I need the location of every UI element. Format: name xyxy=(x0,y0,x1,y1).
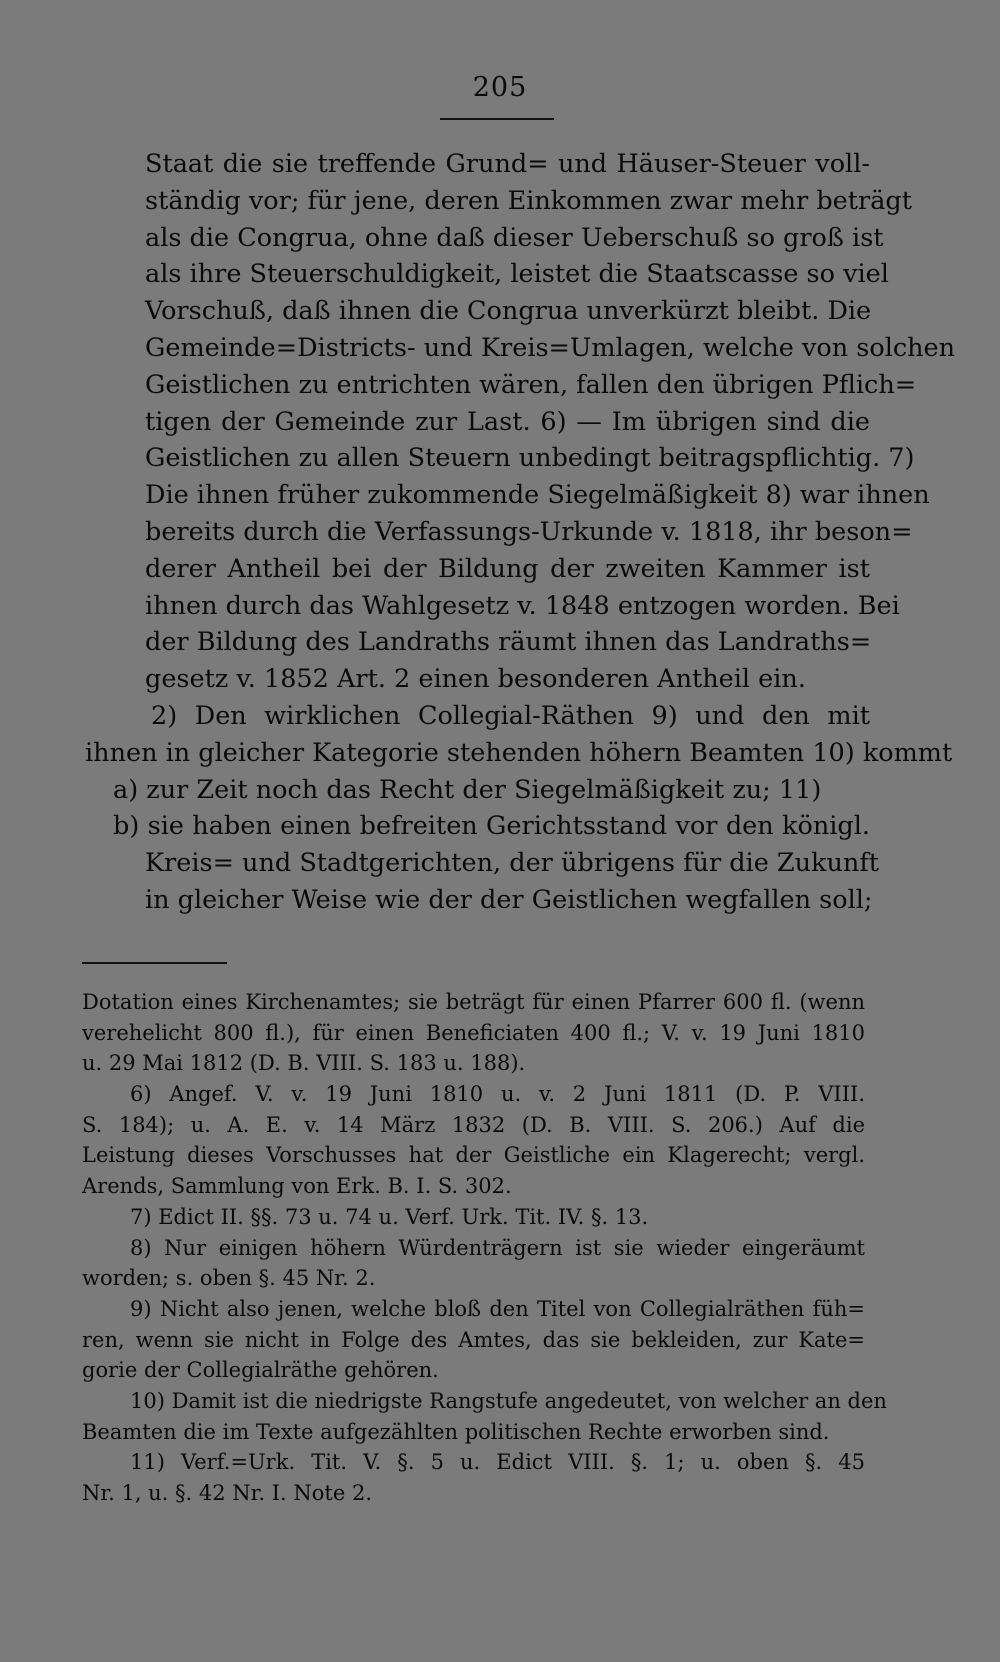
footnote-line: S. 184); u. A. E. v. 14 März 1832 (D. B. VIII. S. 206.) Auf die xyxy=(82,1112,865,1137)
text-line: Gemeinde=Districts- und Kreis=Umlagen, welche von solchen xyxy=(145,332,956,363)
footnote-line: Nr. 1, u. §. 42 Nr. I. Note 2. xyxy=(82,1481,372,1505)
footnote-line: Leistung dieses Vorschusses hat der Geistliche ein Klagerecht; vergl. xyxy=(82,1143,865,1168)
text-line: ihnen in gleicher Kategorie stehenden höhern Beamten 10) kommt xyxy=(85,737,953,768)
text-line: tigen der Gemeinde zur Last. 6) — Im übrigen sind die xyxy=(145,406,870,437)
footnotes xyxy=(82,987,887,1509)
footnote-10: 10) Damit ist die niedrigste Rangstufe angedeutet, von welcher an den xyxy=(130,1388,887,1413)
page-number: 205 xyxy=(472,72,528,103)
footnote-line: Dotation eines Kirchenamtes; sie beträgt für einen Pfarrer 600 fl. (wenn xyxy=(82,990,865,1014)
header-rule xyxy=(440,118,554,120)
list-item-b: b) sie haben einen befreiten Gerichtsstand vor den königl. xyxy=(113,811,870,842)
footnote-9: 9) Nicht also jenen, welche bloß den Titel von Collegialräthen füh= xyxy=(130,1296,865,1321)
footnote-line: ren, wenn sie nicht in Folge des Amtes, das sie bekleiden, zur Kate= xyxy=(82,1327,865,1352)
text-line: bereits durch die Verfassungs-Urkunde v. 1818, ihr beson= xyxy=(145,516,913,547)
footnote-7: 7) Edict II. §§. 73 u. 74 u. Verf. Urk. Tit. IV. §. 13. xyxy=(130,1204,649,1229)
footnote-6: 6) Angef. V. v. 19 Juni 1810 u. v. 2 Juni 1811 (D. P. VIII. xyxy=(130,1082,865,1107)
text-line: derer Antheil bei der Bildung der zweiten Kammer ist xyxy=(145,553,870,584)
text-line: Kreis= und Stadtgerichten, der übrigens für die Zukunft xyxy=(145,848,880,879)
text-line: Geistlichen zu entrichten wären, fallen den übrigen Pflich= xyxy=(145,369,917,400)
text-line: gesetz v. 1852 Art. 2 einen besonderen Antheil ein. xyxy=(145,664,806,695)
main-text xyxy=(85,146,956,919)
text-line: ständig vor; für jene, deren Einkommen zwar mehr beträgt xyxy=(145,185,912,216)
text-line: in gleicher Weise wie der der Geistlichen wegfallen soll; xyxy=(145,884,873,915)
footnote-line: u. 29 Mai 1812 (D. B. VIII. S. 183 u. 188). xyxy=(82,1051,526,1076)
text-line: als ihre Steuerschuldigkeit, leistet die Staatscasse so viel xyxy=(145,259,889,290)
footnote-rule xyxy=(82,962,227,964)
footnote-line: Beamten die im Texte aufgezählten politischen Rechte erworben sind. xyxy=(82,1419,830,1444)
text-line: Staat die sie treffende Grund= und Häuser-Steuer voll- xyxy=(145,149,870,179)
text-line: Geistlichen zu allen Steuern unbedingt beitragspflichtig. 7) xyxy=(145,443,915,474)
text-line: ihnen durch das Wahlgesetz v. 1848 entzogen worden. Bei xyxy=(145,590,900,621)
text-line: Vorschuß, daß ihnen die Congrua unverkürzt bleibt. Die xyxy=(145,296,872,327)
footnote-line: verehelicht 800 fl.), für einen Beneficiaten 400 fl.; V. v. 19 Juni 1810 xyxy=(82,1020,865,1045)
list-item-a: a) zur Zeit noch das Recht der Siegelmäßigkeit zu; 11) xyxy=(113,774,822,805)
footnote-line: Arends, Sammlung von Erk. B. I. S. 302. xyxy=(82,1174,512,1199)
footnote-line: worden; s. oben §. 45 Nr. 2. xyxy=(82,1266,376,1291)
text-line: 2) Den wirklichen Collegial-Räthen 9) und den mit xyxy=(151,700,870,731)
footnote-line: gorie der Collegialräthe gehören. xyxy=(82,1358,439,1383)
text-line: Die ihnen früher zukommende Siegelmäßigkeit 8) war ihnen xyxy=(145,480,930,511)
text-line: der Bildung des Landraths räumt ihnen das Landraths= xyxy=(145,627,872,658)
text-line: als die Congrua, ohne daß dieser Ueberschuß so groß ist xyxy=(145,222,884,253)
footnote-8: 8) Nur einigen höhern Würdenträgern ist sie wieder eingeräumt xyxy=(130,1235,865,1260)
footnote-11: 11) Verf.=Urk. Tit. V. §. 5 u. Edict VIII. §. 1; u. oben §. 45 xyxy=(130,1450,865,1475)
